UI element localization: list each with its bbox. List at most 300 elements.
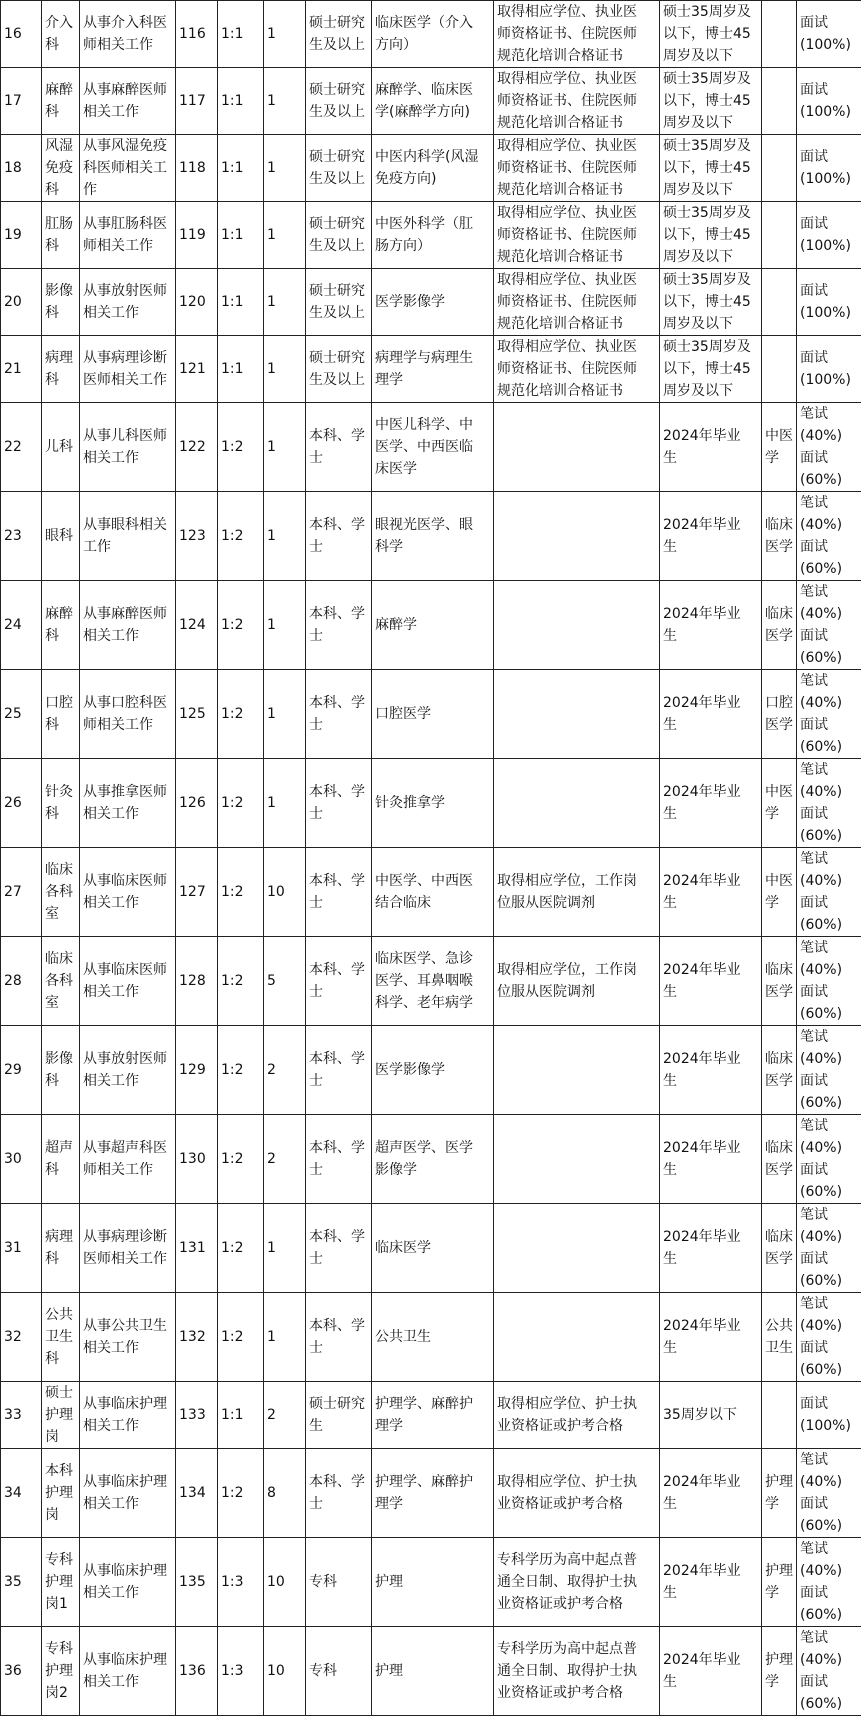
cell-position-role [80,1204,176,1293]
cell-no [1,1204,42,1293]
cell-position-role-text: 从事临床护理 相关工作 [83,1471,172,1515]
cell-major-text: 超声医学、医学 影像学 [375,1137,490,1181]
cell-requirements [494,68,660,135]
cell-age-text: 硕士35周岁及 以下，博士45 周岁及以下 [663,336,758,402]
table-row [1,68,861,135]
cell-major-text: 临床医学（介入 方向） [375,12,490,56]
cell-major [372,1026,494,1115]
cell-no [1,581,42,670]
cell-headcount [264,1449,306,1538]
cell-department [42,1538,80,1627]
cell-position-role-text: 从事临床护理 相关工作 [83,1560,172,1604]
cell-exam-ratio [218,1538,264,1627]
cell-no-text: 22 [4,436,38,458]
cell-exam-ratio-text: 1:1 [221,291,260,313]
cell-no [1,848,42,937]
cell-headcount-text: 10 [267,881,302,903]
cell-department-text: 专科 护理 岗2 [45,1638,76,1704]
table-row [1,1538,861,1627]
cell-other-text: 临床 医学 [765,1137,793,1181]
cell-department [42,1204,80,1293]
cell-headcount-text: 2 [267,1148,302,1170]
cell-no [1,1115,42,1204]
cell-headcount [264,848,306,937]
cell-exam-ratio [218,1026,264,1115]
cell-exam-ratio-text: 1:2 [221,1482,260,1504]
cell-education-text: 硕士研究 生及以上 [309,79,368,123]
cell-no-text: 30 [4,1148,38,1170]
cell-department-text: 病理 科 [45,1226,76,1270]
cell-exam-method [797,336,861,403]
cell-department [42,1293,80,1382]
cell-exam-ratio [218,403,264,492]
cell-position-role [80,336,176,403]
cell-position-code-text: 130 [179,1148,214,1170]
cell-other-text: 口腔 医学 [765,692,793,736]
cell-exam-method [797,269,861,336]
cell-age [660,1382,762,1449]
cell-exam-method [797,1115,861,1204]
cell-no [1,1627,42,1716]
cell-age [660,68,762,135]
cell-exam-method [797,492,861,581]
cell-requirements [494,1538,660,1627]
cell-major-text: 医学影像学 [375,291,490,313]
cell-exam-ratio-text: 1:1 [221,1404,260,1426]
cell-exam-ratio-text: 1:2 [221,792,260,814]
cell-position-role [80,403,176,492]
cell-exam-method [797,670,861,759]
table-row [1,202,861,269]
cell-age-text: 2024年毕业 生 [663,692,758,736]
cell-no [1,670,42,759]
cell-requirements [494,670,660,759]
cell-education [306,336,372,403]
cell-requirements-text: 取得相应学位、执业医 师资格证书、住院医师 规范化培训合格证书 [497,135,656,201]
cell-education [306,1026,372,1115]
cell-education-text: 硕士研究 生及以上 [309,280,368,324]
cell-education-text: 本科、学 士 [309,692,368,736]
cell-exam-method [797,1,861,68]
cell-no [1,937,42,1026]
cell-position-code [176,135,218,202]
cell-exam-method-text: 面试 (100%) [800,347,858,391]
cell-exam-ratio-text: 1:1 [221,157,260,179]
cell-department-text: 麻醉 科 [45,79,76,123]
cell-exam-ratio-text: 1:2 [221,614,260,636]
cell-age-text: 硕士35周岁及 以下，博士45 周岁及以下 [663,1,758,67]
cell-no-text: 36 [4,1660,38,1682]
cell-major-text: 针灸推拿学 [375,792,490,814]
cell-position-role [80,1382,176,1449]
cell-no-text: 23 [4,525,38,547]
cell-age [660,269,762,336]
cell-headcount [264,1627,306,1716]
cell-position-code [176,581,218,670]
cell-position-code-text: 127 [179,881,214,903]
cell-department-text: 硕士 护理 岗 [45,1382,76,1448]
cell-department-text: 介入 科 [45,12,76,56]
cell-exam-ratio-text: 1:1 [221,23,260,45]
cell-position-code-text: 132 [179,1326,214,1348]
cell-position-code [176,269,218,336]
cell-headcount [264,492,306,581]
cell-headcount-text: 5 [267,970,302,992]
cell-other [762,269,797,336]
cell-exam-method-text: 笔试(40%) 面试(60%) [800,670,858,758]
cell-no-text: 16 [4,23,38,45]
cell-major [372,68,494,135]
cell-position-code-text: 125 [179,703,214,725]
cell-position-code [176,1627,218,1716]
cell-major [372,135,494,202]
cell-exam-ratio [218,581,264,670]
cell-education-text: 本科、学 士 [309,1137,368,1181]
cell-other [762,403,797,492]
cell-age-text: 硕士35周岁及 以下，博士45 周岁及以下 [663,269,758,335]
cell-requirements-text: 专科学历为高中起点普 通全日制、取得护士执 业资格证或护考合格 [497,1549,656,1615]
cell-major [372,1538,494,1627]
cell-education-text: 本科、学 士 [309,425,368,469]
cell-major [372,269,494,336]
cell-major [372,581,494,670]
cell-headcount [264,269,306,336]
cell-major [372,1627,494,1716]
cell-major [372,670,494,759]
cell-position-role-text: 从事风湿免疫 科医师相关工 作 [83,135,172,201]
cell-no [1,403,42,492]
cell-exam-method [797,68,861,135]
cell-major [372,336,494,403]
table-row [1,1382,861,1449]
cell-age [660,1538,762,1627]
cell-exam-ratio [218,1627,264,1716]
table-row [1,1449,861,1538]
table-row [1,492,861,581]
cell-education [306,759,372,848]
cell-education [306,848,372,937]
cell-department-text: 影像 科 [45,1048,76,1092]
cell-headcount-text: 1 [267,525,302,547]
cell-department [42,269,80,336]
cell-position-role [80,581,176,670]
cell-other-text: 公共 卫生 [765,1315,793,1359]
cell-position-code-text: 133 [179,1404,214,1426]
cell-exam-method [797,937,861,1026]
cell-exam-method-text: 面试 (100%) [800,146,858,190]
cell-education-text: 本科、学 士 [309,781,368,825]
cell-other-text: 护理 学 [765,1471,793,1515]
cell-age [660,1449,762,1538]
cell-exam-method [797,202,861,269]
cell-age-text: 2024年毕业 生 [663,959,758,1003]
cell-no-text: 31 [4,1237,38,1259]
cell-headcount [264,1,306,68]
cell-exam-method [797,1538,861,1627]
table-row [1,1026,861,1115]
cell-position-code [176,1382,218,1449]
cell-exam-ratio [218,269,264,336]
cell-other-text: 临床 医学 [765,603,793,647]
cell-department-text: 麻醉 科 [45,603,76,647]
cell-position-code [176,202,218,269]
cell-exam-method [797,135,861,202]
cell-headcount [264,759,306,848]
cell-department-text: 儿科 [45,436,76,458]
cell-education-text: 硕士研究 生及以上 [309,12,368,56]
table-row [1,1627,861,1716]
cell-education [306,1,372,68]
cell-requirements-text: 取得相应学位、执业医 师资格证书、住院医师 规范化培训合格证书 [497,1,656,67]
cell-position-code [176,1538,218,1627]
cell-no [1,202,42,269]
cell-other-text: 临床 医学 [765,1226,793,1270]
cell-education-text: 本科、学 士 [309,603,368,647]
cell-position-code-text: 131 [179,1237,214,1259]
cell-exam-method-text: 笔试(40%) 面试(60%) [800,1115,858,1203]
cell-position-code [176,1293,218,1382]
cell-department [42,202,80,269]
cell-exam-ratio-text: 1:1 [221,224,260,246]
cell-headcount [264,581,306,670]
cell-headcount [264,336,306,403]
cell-requirements [494,937,660,1026]
cell-age-text: 2024年毕业 生 [663,1649,758,1693]
cell-exam-ratio-text: 1:2 [221,1148,260,1170]
cell-other [762,68,797,135]
cell-age-text: 2024年毕业 生 [663,425,758,469]
cell-department [42,670,80,759]
cell-no [1,1026,42,1115]
cell-major-text: 病理学与病理生 理学 [375,347,490,391]
cell-department-text: 公共 卫生 科 [45,1304,76,1370]
cell-exam-method-text: 笔试(40%) 面试(60%) [800,492,858,580]
cell-age-text: 2024年毕业 生 [663,1315,758,1359]
cell-position-role-text: 从事病理诊断 医师相关工作 [83,347,172,391]
cell-requirements [494,848,660,937]
cell-position-role-text: 从事推拿医师 相关工作 [83,781,172,825]
cell-exam-ratio [218,68,264,135]
cell-position-role [80,1115,176,1204]
cell-position-role [80,492,176,581]
cell-no-text: 29 [4,1059,38,1081]
cell-education-text: 本科、学 士 [309,1048,368,1092]
cell-other-text: 护理 学 [765,1649,793,1693]
cell-exam-method [797,1026,861,1115]
cell-department [42,1449,80,1538]
cell-headcount [264,1293,306,1382]
cell-headcount-text: 1 [267,23,302,45]
cell-exam-ratio [218,492,264,581]
table-row [1,581,861,670]
cell-position-code-text: 122 [179,436,214,458]
cell-age-text: 2024年毕业 生 [663,603,758,647]
cell-age [660,1115,762,1204]
cell-age [660,759,762,848]
cell-age-text: 2024年毕业 生 [663,870,758,914]
cell-exam-method [797,1204,861,1293]
cell-requirements-text: 取得相应学位，工作岗 位服从医院调剂 [497,959,656,1003]
cell-department [42,759,80,848]
cell-position-role-text: 从事肛肠科医 师相关工作 [83,213,172,257]
cell-major-text: 护理学、麻醉护 理学 [375,1393,490,1437]
cell-major [372,403,494,492]
cell-position-code-text: 116 [179,23,214,45]
cell-department [42,68,80,135]
cell-age-text: 硕士35周岁及 以下，博士45 周岁及以下 [663,135,758,201]
cell-education [306,492,372,581]
cell-no-text: 25 [4,703,38,725]
cell-department-text: 临床 各科 室 [45,859,76,925]
cell-exam-method [797,759,861,848]
cell-department-text: 针灸 科 [45,781,76,825]
cell-department [42,1026,80,1115]
cell-age-text: 2024年毕业 生 [663,1471,758,1515]
cell-exam-ratio [218,1204,264,1293]
cell-exam-ratio [218,336,264,403]
cell-other-text: 临床 医学 [765,514,793,558]
cell-position-role [80,1293,176,1382]
cell-position-role-text: 从事麻醉医师 相关工作 [83,79,172,123]
cell-exam-method-text: 笔试(40%) 面试(60%) [800,759,858,847]
cell-requirements [494,492,660,581]
table-row [1,1204,861,1293]
cell-no-text: 18 [4,157,38,179]
cell-other-text: 护理 学 [765,1560,793,1604]
cell-position-code [176,492,218,581]
cell-age-text: 硕士35周岁及 以下，博士45 周岁及以下 [663,202,758,268]
table-row [1,759,861,848]
cell-major-text: 护理 [375,1660,490,1682]
cell-position-code [176,670,218,759]
cell-major-text: 公共卫生 [375,1326,490,1348]
cell-major [372,1115,494,1204]
cell-requirements [494,581,660,670]
cell-age [660,1204,762,1293]
cell-position-role-text: 从事临床医师 相关工作 [83,959,172,1003]
cell-education-text: 专科 [309,1660,368,1682]
cell-requirements-text: 取得相应学位，工作岗 位服从医院调剂 [497,870,656,914]
cell-age [660,937,762,1026]
cell-exam-method [797,1449,861,1538]
cell-age [660,1627,762,1716]
cell-major-text: 中医内科学(风湿 免疫方向) [375,146,490,190]
cell-education [306,269,372,336]
cell-age-text: 硕士35周岁及 以下，博士45 周岁及以下 [663,68,758,134]
cell-education-text: 硕士研究 生及以上 [309,347,368,391]
cell-position-code-text: 120 [179,291,214,313]
cell-major-text: 临床医学 [375,1237,490,1259]
cell-no-text: 21 [4,358,38,380]
cell-department-text: 影像 科 [45,280,76,324]
cell-department [42,937,80,1026]
cell-exam-ratio-text: 1:2 [221,1237,260,1259]
cell-exam-method-text: 面试 (100%) [800,1393,858,1437]
cell-department-text: 本科 护理 岗 [45,1460,76,1526]
cell-requirements [494,269,660,336]
table-body [1,1,861,1716]
cell-department [42,403,80,492]
cell-exam-ratio-text: 1:2 [221,703,260,725]
cell-education [306,1538,372,1627]
cell-other [762,1538,797,1627]
cell-position-code-text: 134 [179,1482,214,1504]
cell-position-code [176,1449,218,1538]
cell-exam-method-text: 笔试(40%) 面试(60%) [800,937,858,1025]
cell-education-text: 本科、学 士 [309,1471,368,1515]
cell-exam-ratio-text: 1:1 [221,358,260,380]
cell-department [42,1627,80,1716]
cell-education [306,68,372,135]
cell-education-text: 硕士研究 生及以上 [309,213,368,257]
cell-exam-ratio [218,1382,264,1449]
cell-other [762,848,797,937]
cell-exam-ratio-text: 1:1 [221,90,260,112]
cell-position-code [176,759,218,848]
cell-requirements-text: 取得相应学位、护士执 业资格证或护考合格 [497,1393,656,1437]
cell-exam-method-text: 笔试(40%) 面试(60%) [800,848,858,936]
cell-other [762,1449,797,1538]
cell-requirements [494,135,660,202]
cell-no [1,269,42,336]
cell-requirements [494,1026,660,1115]
table-row [1,1,861,68]
cell-headcount-text: 1 [267,358,302,380]
cell-position-code-text: 123 [179,525,214,547]
cell-headcount-text: 2 [267,1059,302,1081]
cell-education [306,1293,372,1382]
cell-major-text: 临床医学、急诊 医学、耳鼻咽喉 科学、老年病学 [375,948,490,1014]
cell-major-text: 护理学、麻醉护 理学 [375,1471,490,1515]
cell-exam-method [797,1627,861,1716]
cell-other [762,937,797,1026]
cell-position-code-text: 117 [179,90,214,112]
cell-position-role-text: 从事放射医师 相关工作 [83,1048,172,1092]
cell-no-text: 32 [4,1326,38,1348]
cell-position-role-text: 从事临床护理 相关工作 [83,1649,172,1693]
cell-education [306,1449,372,1538]
cell-major-text: 中医学、中西医 结合临床 [375,870,490,914]
cell-no [1,1449,42,1538]
cell-major-text: 麻醉学 [375,614,490,636]
cell-no [1,1293,42,1382]
cell-department [42,135,80,202]
cell-age [660,336,762,403]
cell-requirements [494,1627,660,1716]
cell-headcount-text: 1 [267,1326,302,1348]
cell-requirements [494,1293,660,1382]
cell-department-text: 风湿 免疫 科 [45,135,76,201]
cell-headcount-text: 1 [267,436,302,458]
cell-position-role-text: 从事儿科医师 相关工作 [83,425,172,469]
cell-position-role [80,759,176,848]
cell-other-text: 中医 学 [765,425,793,469]
cell-major [372,937,494,1026]
cell-other-text: 临床 医学 [765,1048,793,1092]
cell-exam-ratio [218,202,264,269]
cell-no [1,1538,42,1627]
cell-position-role-text: 从事临床护理 相关工作 [83,1393,172,1437]
cell-no-text: 33 [4,1404,38,1426]
cell-no-text: 27 [4,881,38,903]
table-row [1,135,861,202]
cell-age-text: 2024年毕业 生 [663,514,758,558]
cell-other [762,1115,797,1204]
cell-department-text: 临床 各科 室 [45,948,76,1014]
cell-headcount-text: 1 [267,703,302,725]
cell-other [762,1627,797,1716]
cell-exam-method-text: 笔试(40%) 面试(60%) [800,1538,858,1626]
